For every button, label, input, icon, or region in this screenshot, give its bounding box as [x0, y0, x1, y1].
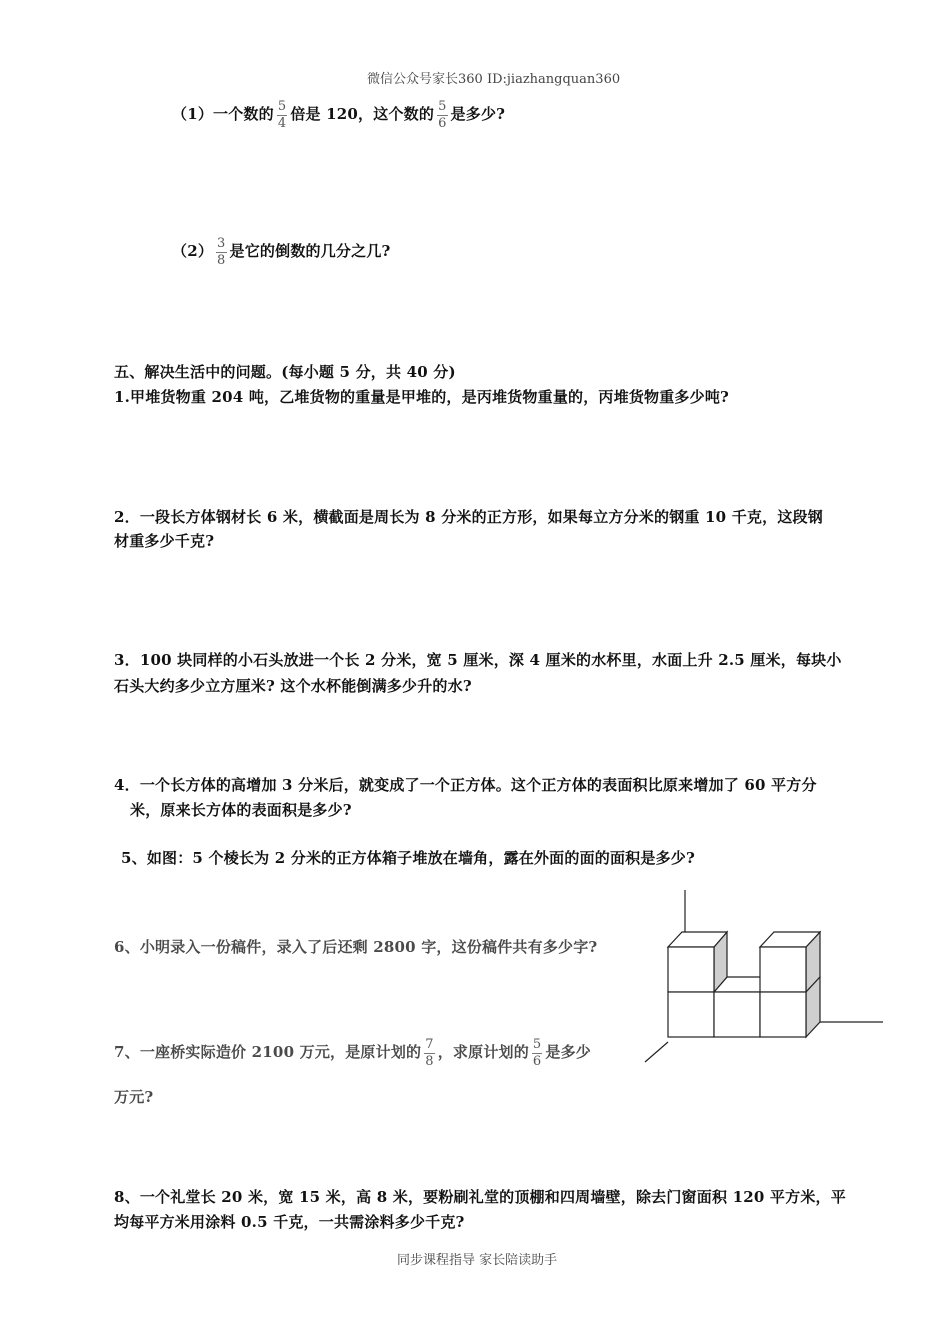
- p7-text-a: 7、一座桥实际造价 2100 万元，是原计划的: [114, 1043, 422, 1062]
- page-header: 微信公众号家长360 ID:jiazhangquan360: [367, 72, 621, 87]
- fraction-numerator: 5: [438, 99, 447, 114]
- fraction-denominator: 8: [425, 1053, 434, 1069]
- problem-1: 1.甲堆货物重 204 吨，乙堆货物的重量是甲堆的，是丙堆货物重量的，丙堆货物重多少吨?: [114, 388, 730, 406]
- p7-text-c: 是多少: [545, 1043, 592, 1062]
- fraction-5-6: [437, 100, 447, 130]
- problem-7: [114, 1038, 591, 1068]
- fraction-7-8: [424, 1038, 434, 1068]
- q4-1-text-c: 是多少?: [450, 105, 506, 124]
- fraction-5-4: [277, 100, 287, 130]
- problem-8-line-2: 均每平方米用涂料 0.5 千克，一共需涂料多少千克?: [114, 1213, 465, 1231]
- fraction-numerator: 7: [425, 1037, 434, 1052]
- floor-front-axis: [645, 1042, 668, 1062]
- fraction-denominator: 8: [217, 252, 226, 268]
- left-top-cube-front-face: [668, 947, 714, 992]
- cubes-corner-figure: [640, 885, 890, 1070]
- problem-6: 6、小明录入一份稿件，录入了后还剩 2800 字，这份稿件共有多少字?: [114, 938, 598, 956]
- fraction-numerator: 3: [217, 236, 226, 251]
- fraction-5-6: [532, 1038, 542, 1068]
- problem-2-line-1: 2．一段长方体钢材长 6 米，横截面是周长为 8 分米的正方形，如果每立方分米的钢重 10 千克，这段钢: [114, 508, 823, 526]
- problem-2-line-2: 材重多少千克?: [114, 532, 215, 550]
- fraction-denominator: 6: [438, 115, 447, 131]
- q4-1-text-a: （1）一个数的: [172, 105, 274, 124]
- problem-3-line-2: 石头大约多少立方厘米? 这个水杯能倒满多少升的水?: [114, 677, 472, 695]
- question-4-1: [172, 100, 505, 130]
- section-5-title: 五、解决生活中的问题。(每小题 5 分，共 40 分): [114, 363, 456, 381]
- problem-8-line-1: 8、一个礼堂长 20 米，宽 15 米，高 8 米，要粉刷礼堂的顶棚和四周墙壁，除去门窗面积 120 平方米，平: [114, 1188, 846, 1206]
- fraction-denominator: 6: [532, 1053, 542, 1069]
- fraction-numerator: 5: [532, 1037, 542, 1052]
- right-bottom-cube-front-face: [760, 992, 806, 1037]
- fraction-3-8: [216, 237, 226, 267]
- problem-3-line-1: 3．100 块同样的小石头放进一个长 2 分米，宽 5 厘米，深 4 厘米的水杯里，水面上升 2.5 厘米，每块小: [114, 651, 842, 669]
- page-footer: 同步课程指导 家长陪读助手: [397, 1253, 558, 1268]
- problem-4-line-1: 4．一个长方体的高增加 3 分米后，就变成了一个正方体。这个正方体的表面积比原来增加了 60 平方分: [114, 776, 817, 794]
- fraction-denominator: 4: [277, 115, 287, 131]
- q4-2-text-a: （2）: [172, 242, 214, 261]
- p7-text-b: ，求原计划的: [437, 1043, 529, 1062]
- q4-1-text-b: 倍是 120，这个数的: [290, 105, 435, 124]
- q4-2-text-b: 是它的倒数的几分之几?: [229, 242, 391, 261]
- problem-4-line-2: 米，原来长方体的表面积是多少?: [130, 801, 352, 819]
- problem-5: 5、如图：5 个棱长为 2 分米的正方体箱子堆放在墙角，露在外面的面的面积是多少?: [121, 849, 695, 867]
- question-4-2: [172, 237, 391, 267]
- fraction-numerator: 5: [277, 99, 287, 114]
- left-bottom-cube-front-face: [668, 992, 714, 1037]
- right-top-cube-front-face: [760, 947, 806, 992]
- problem-7-line-2: 万元?: [114, 1088, 154, 1106]
- middle-bottom-cube-front-face: [714, 992, 760, 1037]
